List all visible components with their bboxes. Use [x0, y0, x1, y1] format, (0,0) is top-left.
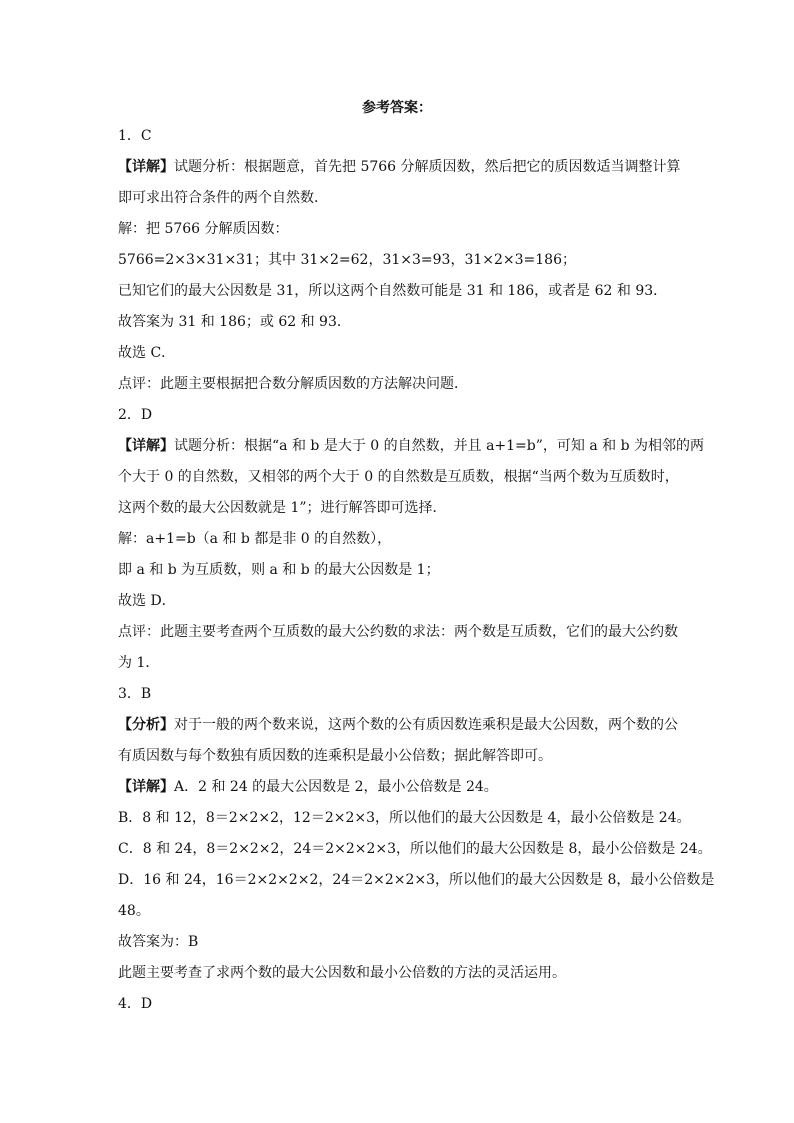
line-text: 点评：此题主要考查两个互质数的最大公约数的求法：两个数是互质数，它们的最大公约数 [118, 624, 678, 640]
line-text: 解：把 5766 分解质因数： [118, 221, 289, 237]
answer-line [118, 214, 678, 245]
answer-line [118, 524, 678, 555]
answer-line [118, 741, 678, 772]
answer-line [118, 555, 678, 586]
line-text: 1．C [118, 128, 152, 144]
line-text: 故选 C． [118, 345, 176, 361]
line-text: 5766=2×3×31×31；其中 31×2=62，31×3=93，31×2×3=186； [118, 252, 576, 268]
line-text: 试题分析：根据题意，首先把 5766 分解质因数，然后把它的质因数适当调整计算 [174, 159, 681, 175]
line-text: 对于一般的两个数来说，这两个数的公有质因数连乘积是最大公因数，两个数的公 [174, 717, 678, 733]
line-text: 这两个数的最大公因数就是 1”；进行解答即可选择． [118, 500, 447, 516]
line-text: 即 a 和 b 为互质数，则 a 和 b 的最大公因数是 1； [118, 562, 440, 578]
line-text: 即可求出符合条件的两个自然数． [118, 190, 328, 206]
answer-line [118, 927, 678, 958]
answer-line [118, 369, 678, 400]
answer-line [118, 493, 678, 524]
answer-line [118, 121, 678, 152]
answer-line [118, 865, 715, 896]
answer-line [118, 586, 678, 617]
answer-line [118, 338, 678, 369]
line-text: 故答案为 31 和 186；或 62 和 93． [118, 314, 351, 330]
answer-line [118, 462, 678, 493]
line-text: 试题分析：根据“a 和 b 是大于 0 的自然数，并且 a+1=b”，可知 a 和 b 为相邻的两 [174, 438, 705, 454]
answer-line [118, 183, 678, 214]
line-text: 有质因数与每个数独有质因数的连乘积是最小公倍数；据此解答即可。 [118, 748, 552, 764]
line-text: 故答案为：B [118, 934, 199, 950]
answer-line [118, 617, 678, 648]
answer-line [118, 958, 678, 989]
answer-line [118, 896, 678, 927]
line-text: 此题主要考查了求两个数的最大公因数和最小公倍数的方法的灵活运用。 [118, 965, 566, 981]
answer-line [118, 431, 705, 462]
line-text: A．2 和 24 的最大公因数是 2，最小公倍数是 24。 [174, 779, 498, 795]
line-text: 48。 [118, 903, 150, 919]
answer-line [118, 152, 681, 183]
section-label: 【详解】 [118, 159, 174, 175]
line-text: 为 1． [118, 655, 160, 671]
answer-line [118, 989, 678, 1020]
answer-line [118, 307, 678, 338]
line-text: 3．B [118, 686, 152, 702]
section-label: 【详解】 [118, 438, 174, 454]
answer-line [118, 245, 678, 276]
line-text: 个大于 0 的自然数，又相邻的两个大于 0 的自然数是互质数，根据“当两个数为互质数时， [118, 469, 679, 485]
line-text: 4．D [118, 996, 153, 1012]
line-text: 故选 D． [118, 593, 176, 609]
section-label: 【分析】 [118, 717, 174, 733]
line-text: B．8 和 12，8＝2×2×2，12＝2×2×3，所以他们的最大公因数是 4，最小公倍数是 24。 [118, 810, 691, 826]
answer-line [118, 679, 678, 710]
answer-line [118, 803, 691, 834]
line-text: D．16 和 24，16＝2×2×2×2，24＝2×2×2×3，所以他们的最大公因数是 8，最小公倍数是 [118, 872, 715, 888]
line-text: 点评：此题主要根据把合数分解质因数的方法解决问题． [118, 376, 468, 392]
answer-line [118, 400, 678, 431]
answer-line [118, 648, 678, 679]
answer-key-title: 参考答案： [362, 100, 432, 116]
line-text: 已知它们的最大公因数是 31，所以这两个自然数可能是 31 和 186，或者是 62 和 93． [118, 283, 668, 299]
answer-line [118, 710, 678, 741]
answer-line [118, 276, 678, 307]
line-text: 2．D [118, 407, 153, 423]
section-label: 【详解】 [118, 779, 174, 795]
line-text: C．8 和 24，8＝2×2×2，24＝2×2×2×3，所以他们的最大公因数是 8，最小公倍数是 24。 [118, 841, 712, 857]
answer-content [118, 121, 715, 1020]
line-text: 解：a+1=b（a 和 b 都是非 0 的自然数）， [118, 531, 392, 547]
answer-line [118, 834, 712, 865]
answer-line [118, 772, 678, 803]
